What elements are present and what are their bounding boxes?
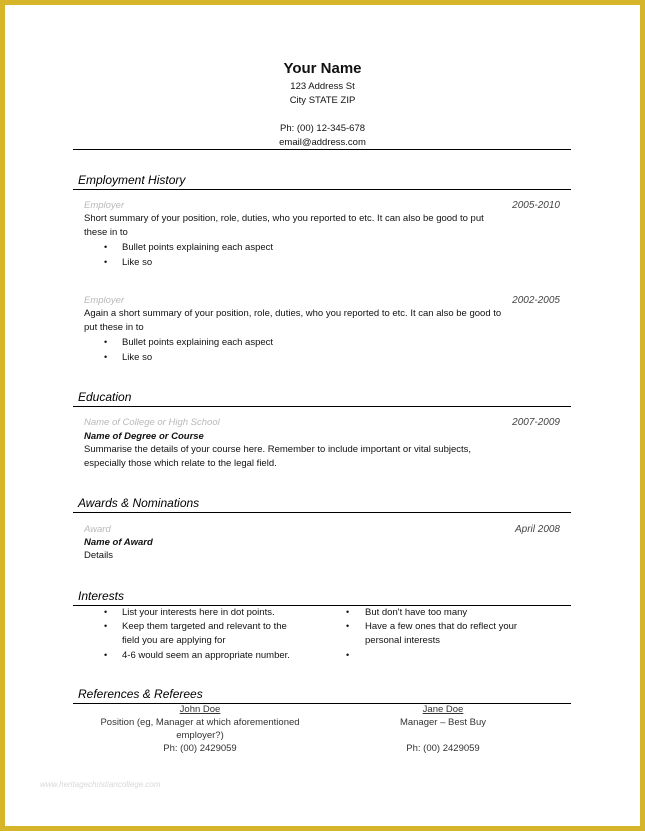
bullet-icon: • [104, 650, 108, 660]
award-date: April 2008 [514, 524, 560, 535]
referee-right-phone: Ph: (00) 2429059 [406, 743, 480, 754]
education-degree: Name of Degree or Course [84, 431, 204, 442]
job-2-bullet-2: Like so [122, 352, 153, 363]
bullet-icon: • [104, 352, 108, 362]
bullet-icon: • [104, 257, 108, 267]
interests-heading: Interests [78, 589, 125, 603]
email-line: email@address.com [279, 137, 366, 148]
references-heading: References & Referees [78, 687, 203, 701]
referee-left-phone: Ph: (00) 2429059 [163, 743, 237, 754]
job-1-summary-line-1: Short summary of your position, role, duties, who you reported to etc. It can also be good to put [84, 213, 484, 224]
bullet-icon: • [104, 607, 108, 617]
bullet-icon: • [104, 242, 108, 252]
header-divider [73, 149, 571, 150]
job-2-bullet-1: Bullet points explaining each aspect [122, 337, 274, 348]
bullet-icon: • [346, 650, 350, 660]
interest-left-2-line-2: field you are applying for [122, 635, 226, 646]
job-1-employer: Employer [84, 200, 125, 211]
interest-left-3: 4-6 would seem an appropriate number. [122, 650, 290, 661]
bullet-icon: • [346, 607, 350, 617]
referee-left-position-2: employer?) [176, 730, 224, 741]
employment-heading: Employment History [78, 173, 186, 187]
interest-right-2-line-2: personal interests [365, 635, 440, 646]
education-school: Name of College or High School [84, 417, 220, 428]
referee-right-name: Jane Doe [422, 704, 464, 715]
bullet-icon: • [346, 621, 350, 631]
interests-divider [73, 605, 571, 606]
job-2-summary-line-2: put these in to [84, 322, 144, 333]
interest-left-2-line-1: Keep them targeted and relevant to the [122, 621, 287, 632]
job-2-employer: Employer [84, 295, 125, 306]
interest-right-2-line-1: Have a few ones that do reflect your [365, 621, 518, 632]
awards-divider [73, 512, 571, 513]
job-1-dates: 2005-2010 [512, 200, 560, 211]
education-details-line-1: Summarise the details of your course here. Remember to include important or vital subjects, [84, 444, 472, 455]
education-dates: 2007-2009 [512, 417, 560, 428]
job-2-dates: 2002-2005 [512, 295, 560, 306]
address-line-2: City STATE ZIP [289, 95, 356, 106]
referee-left-name: John Doe [179, 704, 221, 715]
award-details: Details [84, 550, 114, 561]
referee-right-position: Manager – Best Buy [399, 717, 487, 728]
education-details-line-2: especially those which relate to the legal field. [84, 458, 277, 469]
interest-left-1: List your interests here in dot points. [122, 607, 275, 618]
bullet-icon: • [104, 337, 108, 347]
education-heading: Education [78, 390, 132, 404]
interest-right-1: But don't have too many [365, 607, 468, 618]
job-2-summary-line-1: Again a short summary of your position, role, duties, who you reported to etc. It can also be good to [84, 308, 502, 319]
watermark: www.heritagechristiancollege.com [40, 780, 161, 789]
job-1-summary-line-2: these in to [84, 227, 128, 238]
award-name: Name of Award [84, 537, 153, 548]
job-1-bullet-2: Like so [122, 257, 153, 268]
phone-line: Ph: (00) 12-345-678 [279, 123, 366, 134]
employment-divider [73, 189, 571, 190]
awards-heading: Awards & Nominations [78, 496, 200, 510]
education-divider [73, 406, 571, 407]
address-line-1: 123 Address St [290, 81, 355, 92]
referee-left-position-1: Position (eg, Manager at which aforementioned [100, 717, 300, 728]
bullet-icon: • [104, 621, 108, 631]
resume-name: Your Name [283, 60, 362, 77]
award-label: Award [84, 524, 111, 535]
job-1-bullet-1: Bullet points explaining each aspect [122, 242, 274, 253]
